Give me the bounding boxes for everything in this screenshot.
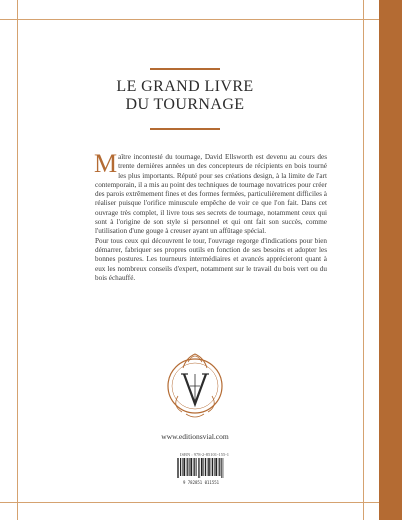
publisher-website: www.editionsvial.com (161, 432, 229, 441)
publisher-monogram-logo (164, 348, 226, 420)
blurb-paragraph-1-text: aître incontesté du tournage, David Ellsworth est devenu au cours des trente dernières années un des concepteurs de récipients en bois tourné les plus importants. Réputé pour ses créations design, à la limite de l'art contemporain, il a mis au point des techniques de tournage novatrices pour créer des parois extrêmement fines et des formes fermées, particulièrement difficiles à réaliser puisque l'orifice minuscule empêche de voir ce que l'on fait. Dans cet ouvrage très complet, il livre tous ses secrets de tournage, notamment ceux qui sont à l'origine de son style si personnel et qui ont fait son succès, comme l'utilisation d'une gouge à creuser ayant un affûtage spécial. (95, 153, 327, 236)
blurb-paragraph-1 (94, 149, 327, 237)
isbn-label: ISBN : 978-2-85101-155-1 (180, 452, 229, 457)
drop-cap: M (94, 149, 118, 178)
title-line-1: LE GRAND LIVRE (116, 78, 254, 95)
frame-line-right (363, 0, 364, 520)
frame-line-bottom (0, 502, 379, 503)
blurb-paragraph-2: Pour tous ceux qui découvrent le tour, l'ouvrage regorge d'indications pour bien démarrer, fabriquer ses propres outils en fonction de ses besoins et adopter les bonnes postures. Les tourneurs intermédiaires et avancés apprécieront quant à eux les nombreux conseils d'expert, notamment sur le travail du bois vert ou du bois échauffé. (95, 236, 327, 282)
book-title (95, 78, 275, 114)
book-spine (379, 0, 402, 520)
title-rule-top (150, 68, 220, 70)
title-rule-bottom (150, 128, 220, 130)
barcode-number: 9 782851 011551 (182, 480, 220, 485)
frame-line-left (17, 0, 18, 520)
blurb (94, 149, 327, 283)
barcode (176, 458, 226, 478)
frame-line-top (0, 19, 379, 20)
title-line-2: DU TOURNAGE (125, 96, 245, 113)
